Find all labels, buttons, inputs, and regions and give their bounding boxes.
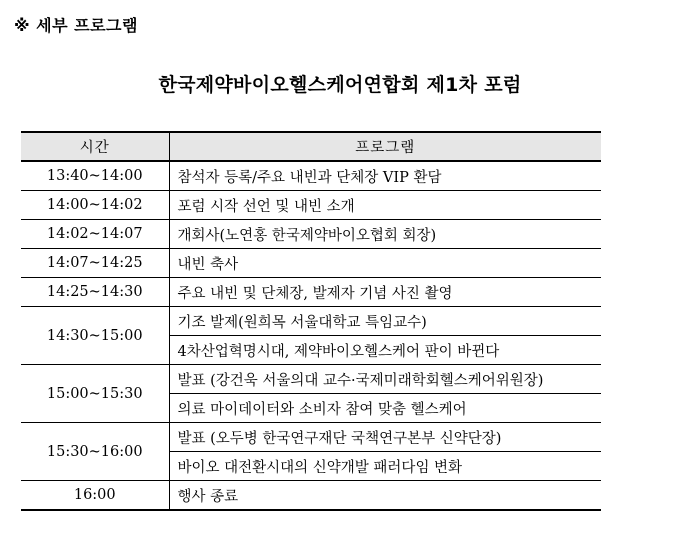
time-cell: 14:00~14:02 (21, 191, 169, 220)
time-column-header: 시간 (21, 132, 169, 161)
program-cell: 기조 발제(원희목 서울대학교 특임교수) (169, 307, 601, 336)
section-heading: ※ 세부 프로그램 (14, 16, 138, 35)
program-column-header: 프로그램 (169, 132, 601, 161)
time-cell: 14:07~14:25 (21, 249, 169, 278)
schedule-body (21, 161, 601, 510)
program-cell: 포럼 시작 선언 및 내빈 소개 (169, 191, 601, 220)
document-title: 한국제약바이오헬스케어연합회 제1차 포럼 (158, 74, 522, 96)
table-row (21, 249, 601, 278)
table-row (21, 191, 601, 220)
time-cell: 15:00~15:30 (21, 365, 169, 423)
time-cell: 15:30~16:00 (21, 423, 169, 481)
program-schedule-table (21, 131, 601, 511)
program-cell: 의료 마이데이터와 소비자 참여 맞춤 헬스케어 (169, 394, 601, 423)
time-cell: 14:25~14:30 (21, 278, 169, 307)
table-header-row (21, 132, 601, 161)
table-row (21, 307, 601, 336)
time-cell: 14:30~15:00 (21, 307, 169, 365)
program-cell: 바이오 대전환시대의 신약개발 패러다임 변화 (169, 452, 601, 481)
program-cell: 발표 (강건욱 서울의대 교수·국제미래학회헬스케어위원장) (169, 365, 601, 394)
table-row (21, 220, 601, 249)
table-row (21, 481, 601, 511)
table-row (21, 161, 601, 191)
table-row (21, 278, 601, 307)
table-row (21, 423, 601, 452)
time-cell: 13:40~14:00 (21, 161, 169, 191)
program-cell: 개회사(노연홍 한국제약바이오협회 회장) (169, 220, 601, 249)
time-cell: 16:00 (21, 481, 169, 511)
program-cell: 내빈 축사 (169, 249, 601, 278)
program-cell: 참석자 등록/주요 내빈과 단체장 VIP 환담 (169, 161, 601, 191)
table-row (21, 365, 601, 394)
program-cell: 행사 종료 (169, 481, 601, 511)
time-cell: 14:02~14:07 (21, 220, 169, 249)
program-cell: 4차산업혁명시대, 제약바이오헬스케어 판이 바뀐다 (169, 336, 601, 365)
program-cell: 발표 (오두병 한국연구재단 국책연구본부 신약단장) (169, 423, 601, 452)
program-cell: 주요 내빈 및 단체장, 발제자 기념 사진 촬영 (169, 278, 601, 307)
